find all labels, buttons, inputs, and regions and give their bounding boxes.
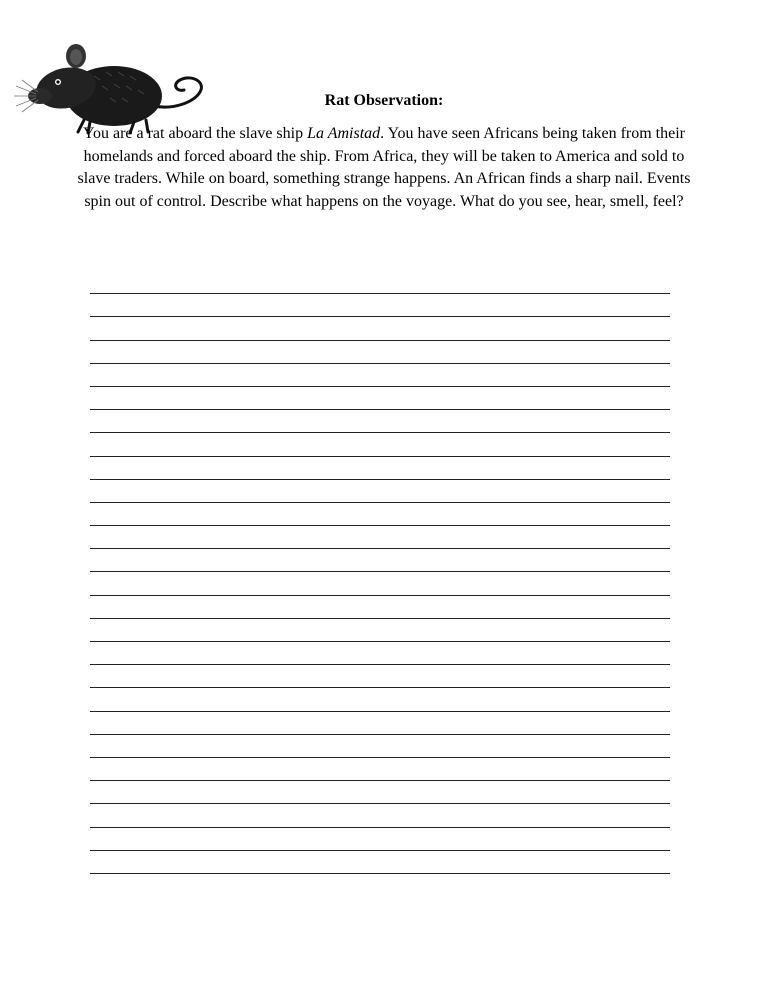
rat-illustration: [14, 36, 210, 136]
writing-line[interactable]: [90, 294, 670, 317]
writing-line[interactable]: [90, 665, 670, 688]
worksheet-title: Rat Observation:: [324, 92, 444, 109]
writing-line[interactable]: [90, 851, 670, 874]
writing-line[interactable]: [90, 758, 670, 781]
prompt-text-after-ship: . You have seen Africans being taken from their homelands and forced aboard the ship. From Africa, they will be taken to America and sold to slave traders. While on board, something strange happens. An African finds a sharp nail. Events spin out of control. Describe what happens on the voyage. What do you see, hear, smell, feel?: [77, 125, 691, 210]
writing-line[interactable]: [90, 410, 670, 433]
writing-line[interactable]: [90, 457, 670, 480]
writing-line[interactable]: [90, 480, 670, 503]
writing-line[interactable]: [90, 433, 670, 456]
writing-line[interactable]: [90, 712, 670, 735]
writing-line[interactable]: [90, 387, 670, 410]
writing-line[interactable]: [90, 735, 670, 758]
ship-name: La Amistad: [307, 125, 381, 142]
writing-line[interactable]: [90, 619, 670, 642]
writing-line[interactable]: [90, 572, 670, 595]
writing-line[interactable]: [90, 364, 670, 387]
writing-line[interactable]: [90, 526, 670, 549]
writing-line[interactable]: [90, 549, 670, 572]
writing-line[interactable]: [90, 341, 670, 364]
writing-prompt: [70, 123, 698, 213]
prompt-text-before-ship: You are a rat aboard the slave ship: [83, 125, 308, 142]
writing-line[interactable]: [90, 596, 670, 619]
writing-line[interactable]: [90, 317, 670, 340]
writing-line[interactable]: [90, 804, 670, 827]
writing-line[interactable]: [90, 828, 670, 851]
writing-line[interactable]: [90, 688, 670, 711]
writing-line[interactable]: [90, 503, 670, 526]
writing-line[interactable]: [90, 781, 670, 804]
writing-line[interactable]: [90, 271, 670, 294]
writing-line[interactable]: [90, 642, 670, 665]
writing-lines[interactable]: [90, 271, 670, 874]
